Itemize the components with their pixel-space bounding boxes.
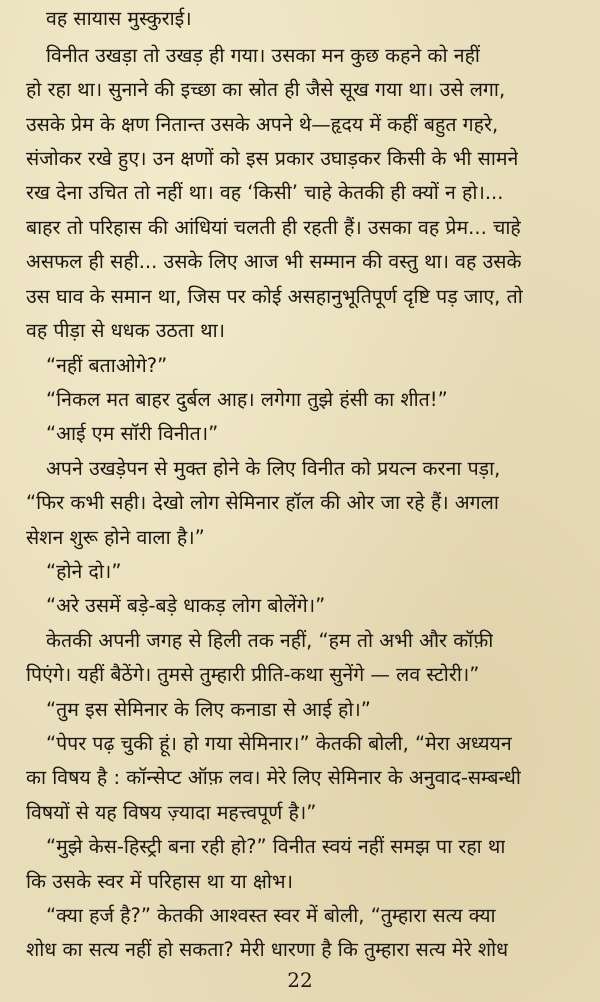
text-line: केतकी अपनी जगह से हिली तक नहीं, “हम तो अभी और कॉफ़ी (46, 629, 494, 652)
text-line: “निकल मत बाहर दुर्बल आह। लगेगा तुझे हंसी का शीत!” (46, 388, 448, 411)
text-line: “नहीं बताओगे?” (46, 354, 168, 377)
text-line: “मुझे केस-हिस्ट्री बना रही हो?” विनीत स्वयं नहीं समझ पा रहा था (46, 835, 506, 858)
page-number: 22 (287, 968, 313, 992)
text-line: विषयों से यह विषय ज़्यादा महत्त्वपूर्ण है।” (26, 801, 317, 824)
text-line: हो रहा था। सुनाने की इच्छा का स्रोत ही जैसे सूख गया था। उसे लगा, (26, 78, 506, 101)
text-line: पिएंगे। यहीं बैठेंगे। तुमसे तुम्हारी प्रीति-कथा सुनेंगे — लव स्टोरी।” (26, 663, 480, 686)
text-line: असफल ही सही... उसके लिए आज भी सम्मान की वस्तु था। वह उसके (26, 250, 522, 273)
text-line: बाहर तो परिहास की आंधियां चलती ही रहती हैं। उसका वह प्रेम... चाहे (26, 216, 521, 239)
text-line: उसके प्रेम के क्षण नितान्त उसके अपने थे—हृदय में कहीं बहुत गहरे, (26, 113, 499, 136)
text-line: “आई एम सॉरी विनीत।” (46, 422, 219, 445)
text-line: विनीत उखड़ा तो उखड़ ही गया। उसका मन कुछ कहने को नहीं (46, 44, 480, 67)
text-line: रख देना उचित तो नहीं था। वह ‘किसी’ चाहे केतकी ही क्यों न हो।... (26, 181, 504, 204)
text-line: उस घाव के समान था, जिस पर कोई असहानुभूतिपूर्ण दृष्टि पड़ जाए, तो (26, 285, 523, 308)
text-line: “फिर कभी सही। देखो लोग सेमिनार हॉल की ओर जा रहे हैं। अगला (26, 491, 499, 514)
text-line: वह पीड़ा से धधक उठता था। (26, 319, 226, 342)
text-line: “क्या हर्ज है?” केतकी आश्वस्त स्वर में बोली, “तुम्हारा सत्य क्या (46, 904, 496, 927)
text-line: शोध का सत्य नहीं हो सकता? मेरी धारणा है कि तुम्हारा सत्य मेरे शोध (26, 938, 509, 961)
text-line: “अरे उसमें बड़े-बड़े धाकड़ लोग बोलेंगे।” (46, 594, 326, 617)
text-line: “तुम इस सेमिनार के लिए कनाडा से आई हो।” (46, 698, 371, 721)
text-line: सेशन शुरू होने वाला है।” (26, 526, 205, 549)
text-line: “होने दो।” (46, 560, 122, 583)
text-line: का विषय है : कॉन्सेप्ट ऑफ़ लव। मेरे लिए सेमिनार के अनुवाद-सम्बन्धी (26, 766, 521, 789)
text-line: अपने उखड़ेपन से मुक्त होने के लिए विनीत को प्रयत्न करना पड़ा, (46, 457, 501, 480)
text-line: संजोकर रखे हुए। उन क्षणों को इस प्रकार उघाड़कर किसी के भी सामने (26, 147, 519, 170)
text-line: “पेपर पढ़ चुकी हूं। हो गया सेमिनार।” केतकी बोली, “मेरा अध्ययन (46, 732, 512, 755)
text-line: कि उसके स्वर में परिहास था या क्षोभ। (26, 870, 294, 893)
text-line: वह सायास मुस्कुराई। (46, 7, 192, 30)
